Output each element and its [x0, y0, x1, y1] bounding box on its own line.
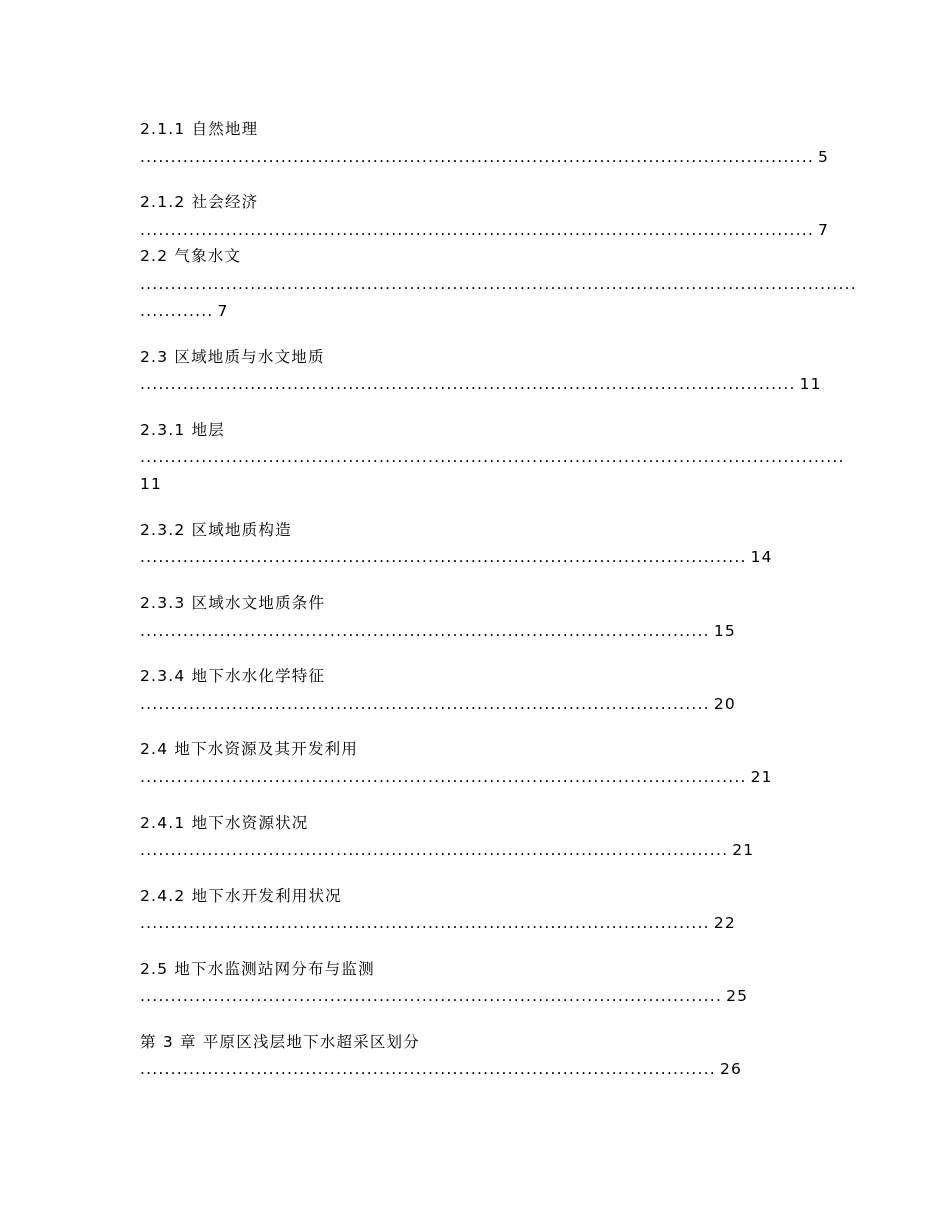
toc-leader: [140, 913, 736, 933]
toc-dots: .............................................................................................: [140, 622, 710, 640]
toc-title: 2.3.4 地下水水化学特征: [140, 667, 326, 685]
toc-dots: ...................................................................................................: [140, 548, 747, 566]
toc-page-number: 21: [750, 768, 773, 786]
toc-page-number: 22: [713, 914, 736, 932]
toc-page-number: 11: [140, 475, 163, 493]
toc-leader: [140, 840, 754, 860]
toc-dots: ...............................................................................................: [140, 987, 723, 1005]
toc-page-number: 7: [817, 221, 830, 239]
toc-leader: [140, 447, 845, 467]
toc-title: 2.1.1 自然地理: [140, 120, 259, 138]
toc-title: 2.5 地下水监测站网分布与监测: [140, 960, 375, 978]
toc-leader: [140, 147, 829, 167]
toc-title: 2.2 气象水文: [140, 247, 242, 265]
toc-dots: .....................................................................................................................: [140, 275, 857, 293]
toc-page-number-wrapped: [140, 474, 162, 494]
toc-page-number: 11: [799, 375, 822, 393]
toc-leader: [140, 621, 736, 641]
toc-leader: [140, 274, 857, 294]
toc-dots: ..............................................................................................................: [140, 221, 814, 239]
toc-leader: [140, 767, 773, 787]
toc-dots: ...........................................................................................................: [140, 375, 796, 393]
toc-title: 2.3 区域地质与水文地质: [140, 348, 325, 366]
toc-page-number: 14: [750, 548, 773, 566]
toc-title: 2.4.1 地下水资源状况: [140, 814, 309, 832]
toc-dots: .............................................................................................: [140, 695, 710, 713]
toc-dots: ..............................................................................................................: [140, 148, 814, 166]
toc-leader: [140, 986, 748, 1006]
toc-title: 2.3.2 区域地质构造: [140, 521, 292, 539]
toc-dots: ............: [140, 302, 214, 320]
toc-leader: [140, 220, 829, 240]
toc-dots: ...................................................................................................................: [140, 448, 845, 466]
toc-leader-continued: [140, 301, 229, 321]
toc-leader: [140, 374, 822, 394]
toc-title: 2.4.2 地下水开发利用状况: [140, 887, 342, 905]
toc-dots: ................................................................................................: [140, 841, 729, 859]
toc-title: 2.3.3 区域水文地质条件: [140, 594, 326, 612]
toc-title: 2.4 地下水资源及其开发利用: [140, 740, 359, 758]
toc-title: 第 3 章 平原区浅层地下水超采区划分: [140, 1033, 420, 1051]
toc-page-number: 7: [217, 302, 229, 320]
toc-title: 2.1.2 社会经济: [140, 193, 259, 211]
toc-leader: [140, 1059, 742, 1079]
toc-leader: [140, 547, 773, 567]
toc-page-number: 5: [817, 148, 830, 166]
toc-dots: .............................................................................................: [140, 914, 710, 932]
toc-page-number: 21: [732, 841, 755, 859]
toc-dots: ...................................................................................................: [140, 768, 747, 786]
toc-page-number: 26: [719, 1060, 743, 1078]
toc-title: 2.3.1 地层: [140, 421, 225, 439]
toc-dots: ..............................................................................................: [140, 1060, 716, 1078]
toc-page-number: 25: [726, 987, 749, 1005]
toc-page-number: 20: [713, 695, 736, 713]
toc-page-number: 15: [713, 622, 736, 640]
toc-leader: [140, 694, 736, 714]
